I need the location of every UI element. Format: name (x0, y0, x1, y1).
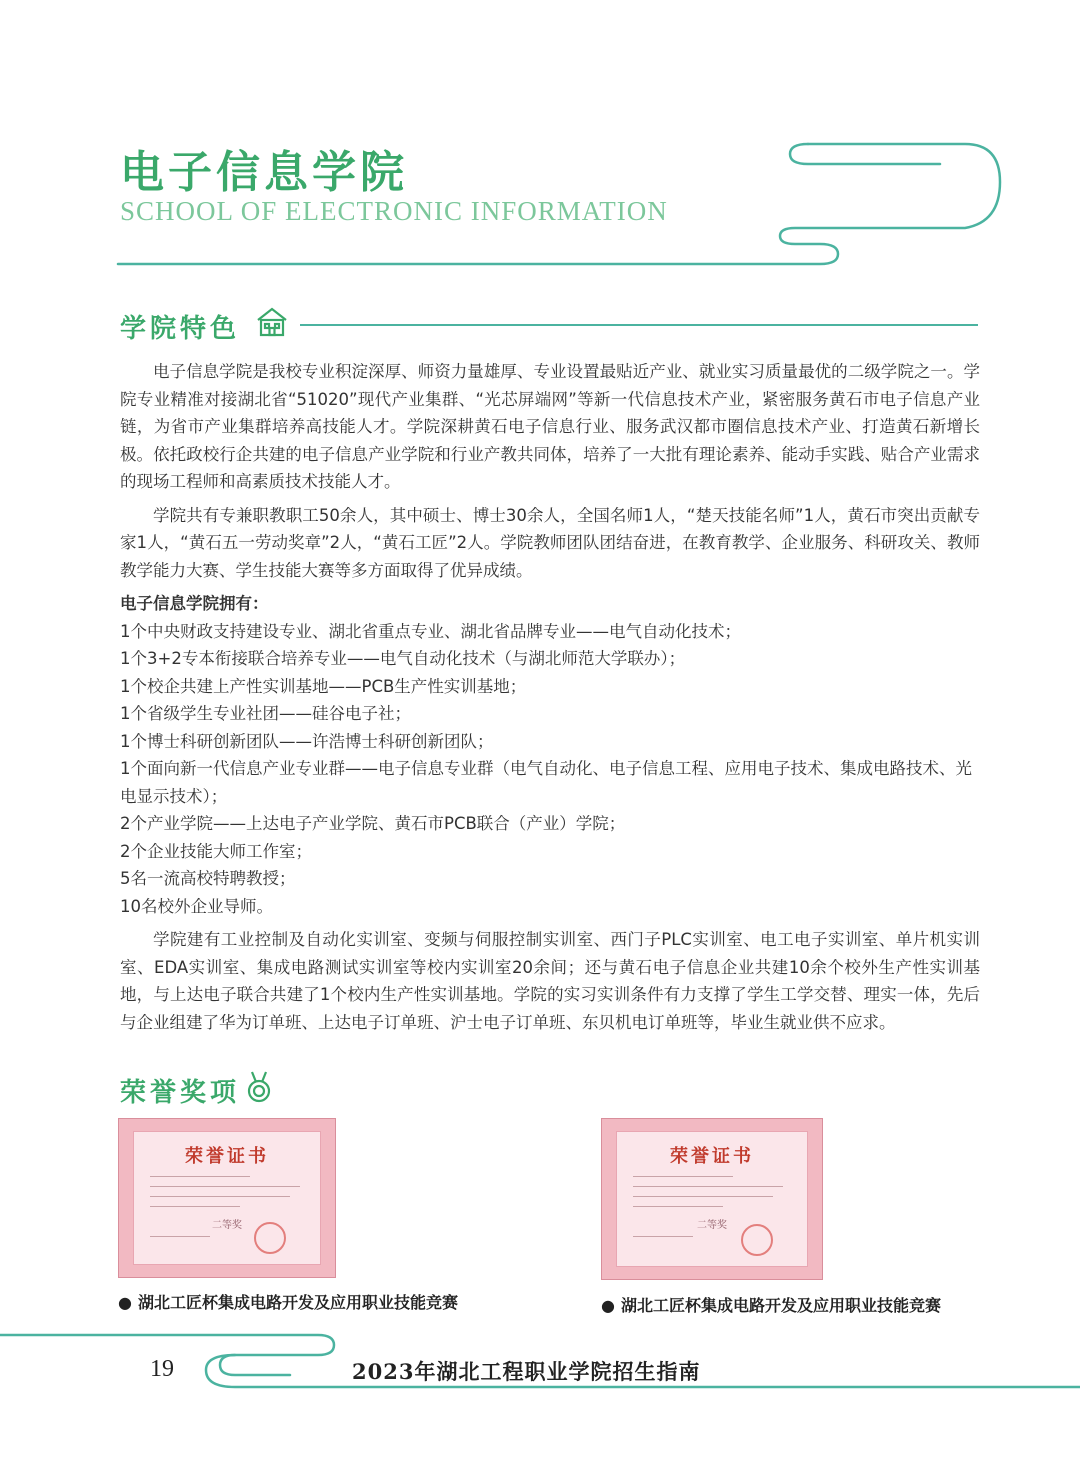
page-title: 电子信息学院 (120, 147, 408, 198)
page-subtitle: SCHOOL OF ELECTRONIC INFORMATION (120, 196, 668, 226)
section-divider (300, 324, 978, 326)
bullet-icon: ● (118, 1293, 132, 1312)
list-item: 2个产业学院——上达电子产业学院、黄石市PCB联合（产业）学院； (120, 814, 626, 833)
list-item: 1个省级学生专业社团——硅谷电子社； (120, 704, 411, 723)
list-item: 10名校外企业导师。 (120, 896, 273, 916)
certificate-title: 荣誉证书 (670, 1146, 754, 1167)
paragraph-staff: 学院共有专兼职教职工50余人，其中硕士、博士30余人，全国名师1人，“楚天技能名师”1人，黄石市突出贡献专家1人，“黄石五一劳动奖章”2人，“黄石工匠”2人。学院教师团队团结奋进，在教育教学、企业服务、科研攻关、教师教学能力大赛、学生技能大赛等多方面取得了优异成绩。 (120, 505, 980, 580)
page-number: 19 (150, 1356, 174, 1382)
certificate-image (601, 1118, 823, 1280)
footer-title: 2023年湖北工程职业学院招生指南 (352, 1359, 701, 1384)
certificate-image (118, 1118, 336, 1278)
certificate-prize: 二等奖 (697, 1220, 727, 1231)
content-body (120, 358, 980, 1042)
list-item: 1个中央财政支持建设专业、湖北省重点专业、湖北省品牌专业——电气自动化技术； (120, 621, 741, 641)
list-item: 5名一流高校特聘教授； (120, 869, 296, 888)
list-item: 1个校企共建上产性实训基地——PCB生产性实训基地； (120, 676, 527, 696)
section-heading-honors: 荣誉奖项 (120, 1078, 241, 1108)
building-icon (255, 306, 289, 338)
certificate-title: 荣誉证书 (185, 1146, 269, 1167)
paragraph-intro: 电子信息学院是我校专业积淀深厚、师资力量雄厚、专业设置最贴近产业、就业实习质量最优的二级学院之一。学院专业精准对接湖北省“51020”现代产业集群、“光芯屏端网”等新一代信息技术产业，紧密服务黄石市电子信息产业链，为省市产业集群培养高技能人才。学院深耕黄石电子信息行业、服务武汉都市圈信息技术产业、打造黄石新增长极。依托政校行企共建的电子信息产业学院和行业产教共同体，培养了一大批有理论素养、能动手实践、贴合产业需求的现场工程师和高素质技术技能人才。 (120, 362, 980, 491)
paragraph-facilities: 学院建有工业控制及自动化实训室、变频与伺服控制实训室、西门子PLC实训室、电工电子实训室、单片机实训室、EDA实训室、集成电路测试实训室等校内实训室20余间；还与黄石电子信息企业共建10余个校外生产性实训基地，与上达电子联合共建了1个校内生产性实训基地。学院的实习实训条件有力支撑了学生工学交替、理实一体，先后与企业组建了华为订单班、上达电子订单班、沪士电子订单班、东贝机电订单班等，毕业生就业供不应求。 (120, 930, 980, 1032)
list-heading: 电子信息学院拥有： (120, 594, 269, 613)
features-list (120, 618, 980, 921)
certificate-caption: ● 湖北工匠杯集成电路开发及应用职业技能竞赛 (601, 1296, 941, 1315)
seal-icon (254, 1222, 286, 1254)
certificate-prize: 二等奖 (212, 1220, 242, 1231)
certificate-caption: ● 湖北工匠杯集成电路开发及应用职业技能竞赛 (118, 1293, 458, 1312)
medal-icon (244, 1070, 274, 1104)
list-item: 1个面向新一代信息产业专业群——电子信息专业群（电气自动化、电子信息工程、应用电子技术、集成电路技术、光电显示技术）； (120, 759, 972, 806)
list-item: 1个博士科研创新团队——许浩博士科研创新团队； (120, 731, 494, 751)
list-item: 2个企业技能大师工作室； (120, 841, 312, 861)
bullet-icon: ● (601, 1296, 615, 1315)
section-heading-features: 学院特色 (120, 314, 241, 344)
list-item: 1个3+2专本衔接联合培养专业——电气自动化技术（与湖北师范大学联办）； (120, 649, 686, 668)
seal-icon (741, 1224, 773, 1256)
